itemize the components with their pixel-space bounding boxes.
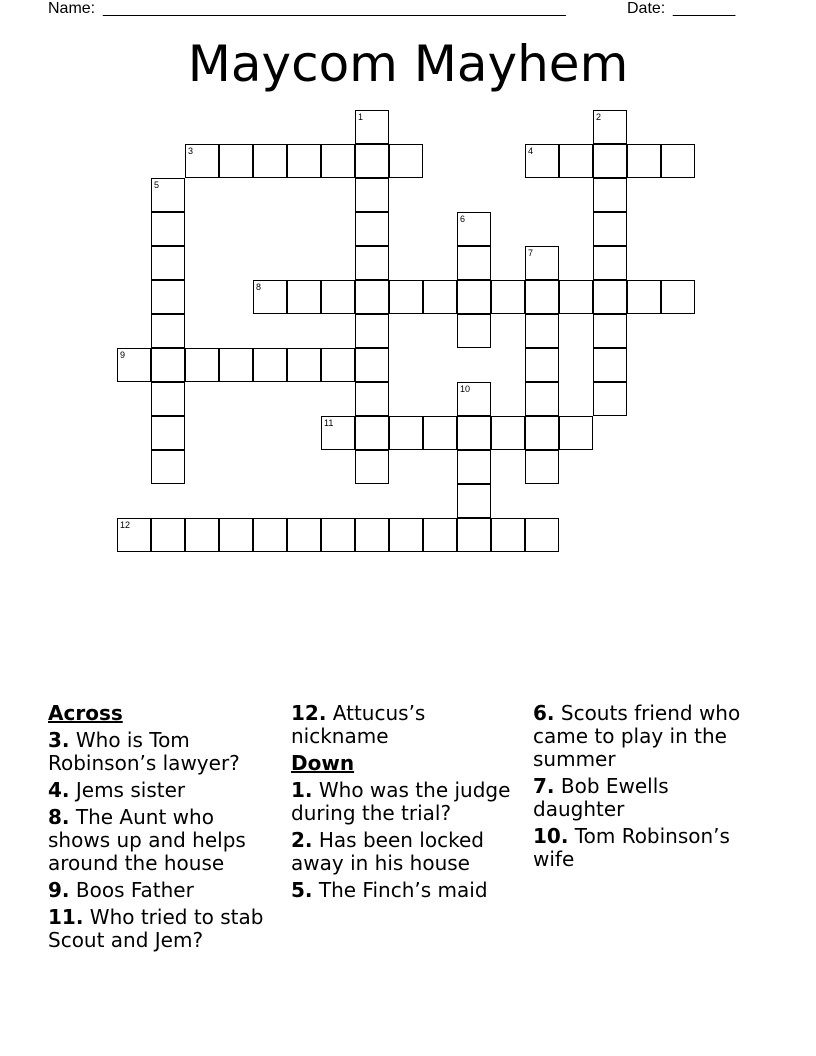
grid-cell[interactable] (355, 314, 389, 348)
clues-column-2 (291, 702, 521, 906)
clue-down-2: 2. Has been locked away in his house (291, 828, 484, 875)
grid-cell[interactable] (355, 212, 389, 246)
grid-cell[interactable] (593, 212, 627, 246)
down-heading: Down (291, 751, 355, 775)
grid-cell[interactable] (355, 348, 389, 382)
grid-cell[interactable] (593, 110, 627, 144)
clue-across-12: 12. Attucus’s nickname (291, 701, 426, 748)
grid-cell[interactable] (593, 246, 627, 280)
grid-cell[interactable] (117, 518, 151, 552)
clue-across-8: 8. The Aunt who shows up and helps around the house (48, 805, 246, 875)
grid-cell[interactable] (389, 518, 423, 552)
grid-cell[interactable] (253, 348, 287, 382)
grid-cell[interactable] (151, 450, 185, 484)
cell-number: 11 (324, 418, 334, 428)
cell-number: 8 (256, 282, 262, 292)
grid-cell[interactable] (457, 212, 491, 246)
cell-number: 7 (528, 248, 534, 258)
grid-cell[interactable] (525, 348, 559, 382)
grid-cell[interactable] (355, 178, 389, 212)
grid-cell[interactable] (457, 518, 491, 552)
grid-cell[interactable] (593, 348, 627, 382)
grid-cell[interactable] (253, 518, 287, 552)
grid-cell[interactable] (593, 280, 627, 314)
grid-cell[interactable] (389, 144, 423, 178)
grid-cell[interactable] (321, 348, 355, 382)
clues-column-3 (533, 702, 763, 875)
clues-column-1 (48, 702, 278, 956)
grid-cell[interactable] (355, 518, 389, 552)
grid-cell[interactable] (661, 280, 695, 314)
grid-cell[interactable] (661, 144, 695, 178)
grid-cell[interactable] (321, 144, 355, 178)
grid-cell[interactable] (457, 382, 491, 416)
name-label: Name: (48, 0, 96, 17)
grid-cell[interactable] (151, 280, 185, 314)
grid-cell[interactable] (389, 416, 423, 450)
cell-number: 1 (358, 112, 364, 122)
cell-number: 9 (120, 350, 126, 360)
grid-cell[interactable] (389, 280, 423, 314)
grid-cell[interactable] (321, 518, 355, 552)
grid-cell[interactable] (253, 280, 287, 314)
grid-cell[interactable] (355, 110, 389, 144)
grid-cell[interactable] (593, 314, 627, 348)
grid-cell[interactable] (525, 450, 559, 484)
cell-number: 12 (120, 520, 131, 530)
grid-cell[interactable] (321, 416, 355, 450)
date-field[interactable]: _______ (673, 0, 736, 17)
grid-cell[interactable] (151, 212, 185, 246)
grid-cell[interactable] (491, 280, 525, 314)
grid-cell[interactable] (151, 246, 185, 280)
name-field[interactable]: ____________________________________________________ (103, 0, 566, 17)
grid-cell[interactable] (185, 518, 219, 552)
grid-cell[interactable] (151, 314, 185, 348)
grid-cell[interactable] (491, 416, 525, 450)
grid-cell[interactable] (219, 144, 253, 178)
grid-cell[interactable] (627, 144, 661, 178)
grid-cell[interactable] (287, 144, 321, 178)
grid-cell[interactable] (355, 382, 389, 416)
clue-down-7: 7. Bob Ewells daughter (533, 774, 669, 821)
clue-down-1: 1. Who was the judge during the trial? (291, 778, 511, 825)
grid-cell[interactable] (491, 518, 525, 552)
grid-cell[interactable] (287, 280, 321, 314)
clue-across-3: 3. Who is Tom Robinson’s lawyer? (48, 728, 240, 775)
grid-cell[interactable] (525, 416, 559, 450)
grid-cell[interactable] (423, 518, 457, 552)
grid-cell[interactable] (593, 178, 627, 212)
cell-number: 3 (188, 146, 194, 156)
grid-cell[interactable] (321, 280, 355, 314)
grid-cell[interactable] (593, 382, 627, 416)
grid-cell[interactable] (559, 144, 593, 178)
cell-number: 6 (460, 214, 466, 224)
grid-cell[interactable] (185, 348, 219, 382)
grid-cell[interactable] (457, 484, 491, 518)
grid-cell[interactable] (627, 280, 661, 314)
grid-cell[interactable] (355, 144, 389, 178)
page-title: Maycom Mayhem (187, 35, 629, 93)
grid-cell[interactable] (525, 518, 559, 552)
grid-cell[interactable] (593, 144, 627, 178)
grid-cell[interactable] (457, 246, 491, 280)
grid-cell[interactable] (253, 144, 287, 178)
grid-cell[interactable] (287, 518, 321, 552)
cell-number: 5 (154, 180, 160, 190)
grid-cell[interactable] (457, 280, 491, 314)
date-label: Date: (627, 0, 666, 17)
grid-cell[interactable] (457, 416, 491, 450)
grid-cell[interactable] (151, 178, 185, 212)
across-heading: Across (48, 701, 123, 725)
grid-cell[interactable] (219, 348, 253, 382)
grid-cell[interactable] (423, 280, 457, 314)
clue-down-6: 6. Scouts friend who came to play in the summer (533, 701, 741, 771)
grid-cell[interactable] (525, 144, 559, 178)
grid-cell[interactable] (525, 280, 559, 314)
grid-cell[interactable] (117, 348, 151, 382)
clue-down-5: 5. The Finch’s maid (291, 878, 488, 902)
grid-cell[interactable] (219, 518, 253, 552)
grid-cell[interactable] (559, 416, 593, 450)
grid-cell[interactable] (151, 518, 185, 552)
clue-across-4: 4. Jems sister (48, 778, 186, 802)
grid-cell[interactable] (185, 144, 219, 178)
grid-cell[interactable] (151, 416, 185, 450)
grid-cell[interactable] (355, 416, 389, 450)
cell-number: 2 (596, 112, 602, 122)
clue-across-11: 11. Who tried to stab Scout and Jem? (48, 905, 264, 952)
grid-cell[interactable] (525, 314, 559, 348)
grid-cell[interactable] (151, 382, 185, 416)
grid-cell[interactable] (525, 246, 559, 280)
grid-cell[interactable] (287, 348, 321, 382)
grid-cell[interactable] (457, 314, 491, 348)
grid-cell[interactable] (525, 382, 559, 416)
grid-cell[interactable] (355, 450, 389, 484)
grid-cell[interactable] (151, 348, 185, 382)
grid-cell[interactable] (457, 450, 491, 484)
grid-cell[interactable] (355, 246, 389, 280)
clue-across-9: 9. Boos Father (48, 878, 194, 902)
grid-cell[interactable] (355, 280, 389, 314)
cell-number: 10 (460, 384, 471, 394)
grid-cell[interactable] (559, 280, 593, 314)
grid-cell[interactable] (423, 416, 457, 450)
cell-number: 4 (528, 146, 534, 156)
clue-down-10: 10. Tom Robinson’s wife (533, 824, 730, 871)
